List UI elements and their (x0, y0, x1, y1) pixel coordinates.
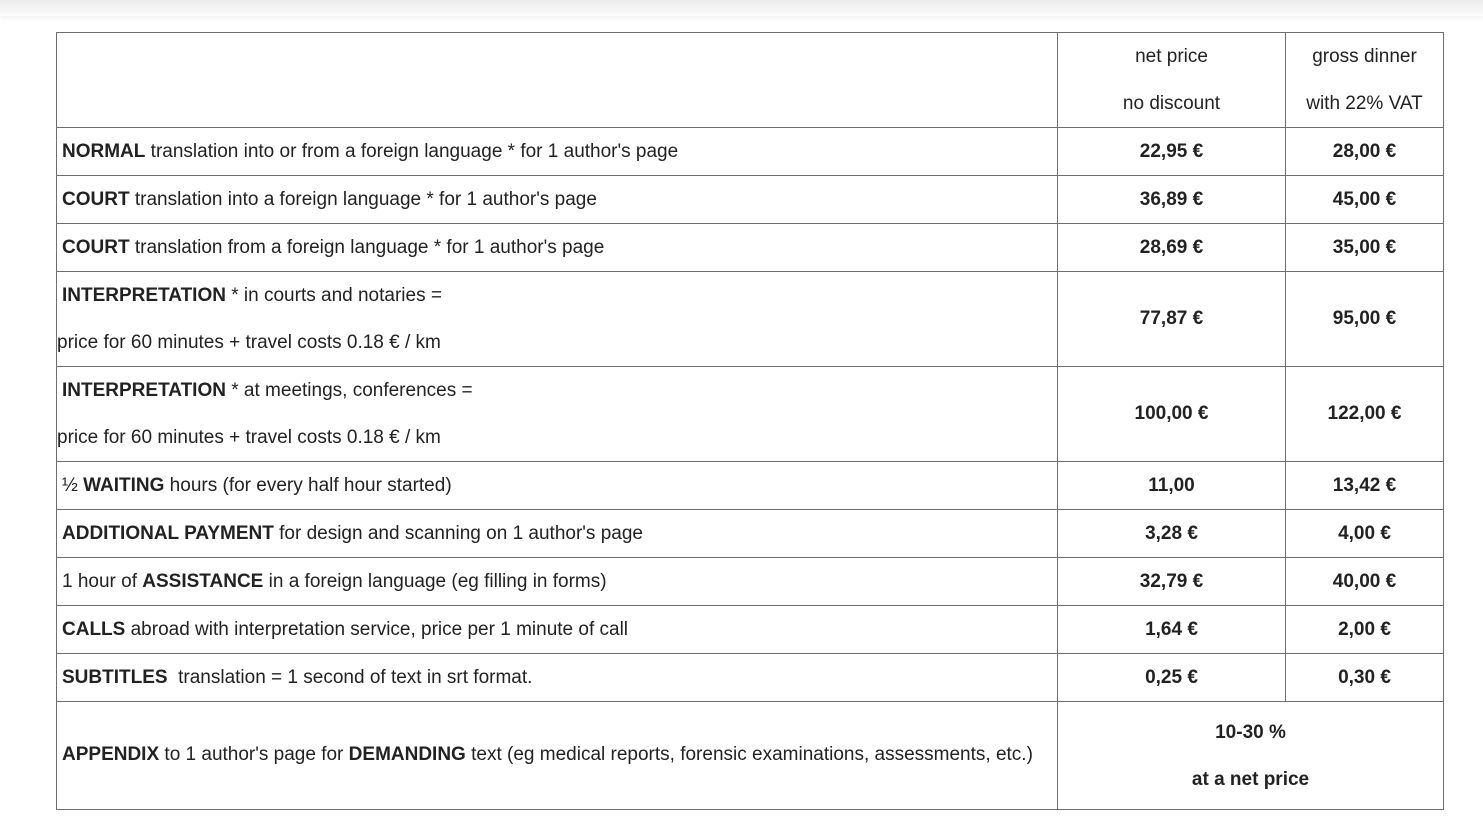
row-description (57, 128, 1058, 176)
row-description (57, 606, 1058, 654)
service-name: ADDITIONAL PAYMENT (62, 522, 274, 544)
service-name: CALLS (62, 618, 126, 640)
table-row (57, 367, 1444, 462)
service-name: SUBTITLES (62, 666, 168, 688)
net-price-value: 36,89 € (1058, 176, 1286, 224)
gross-price-value: 40,00 € (1286, 558, 1444, 606)
table-header-row (57, 33, 1444, 128)
table-row (57, 558, 1444, 606)
service-prefix: 1 hour of (62, 570, 143, 592)
row-description (57, 176, 1058, 224)
net-price-value: 3,28 € (1058, 510, 1286, 558)
service-name: INTERPRETATION (62, 380, 226, 401)
table-row (57, 462, 1444, 510)
net-price-value: 22,95 € (1058, 128, 1286, 176)
table-row (57, 606, 1444, 654)
table-row (57, 510, 1444, 558)
net-price-value: 11,00 (1058, 462, 1286, 510)
service-detail: translation into a foreign language * for 1 author's page (129, 188, 597, 210)
service-name: NORMAL (62, 140, 146, 162)
gross-price-value: 122,00 € (1286, 367, 1444, 462)
table-row (57, 176, 1444, 224)
table-row (57, 272, 1444, 367)
table-row (57, 654, 1444, 702)
service-detail: hours (for every half hour started) (164, 474, 452, 496)
service-detail: abroad with interpretation service, price per 1 minute of call (125, 618, 629, 640)
appendix-name: APPENDIX (62, 743, 160, 765)
net-price-value: 100,00 € (1058, 367, 1286, 462)
net-price-value: 28,69 € (1058, 224, 1286, 272)
price-table (56, 32, 1444, 810)
service-detail: translation = 1 second of text in srt format. (167, 666, 533, 688)
net-price-value: 32,79 € (1058, 558, 1286, 606)
service-detail: translation into or from a foreign language * for 1 author's page (145, 140, 679, 162)
gross-price-value: 13,42 € (1286, 462, 1444, 510)
header-net-price-line1: net price (1135, 46, 1208, 67)
service-detail: * in courts and notaries = (225, 285, 442, 306)
appendix-value (1058, 702, 1444, 810)
service-name: WAITING (83, 474, 165, 496)
header-gross-price (1286, 33, 1444, 128)
service-detail: * at meetings, conferences = (225, 380, 473, 401)
gross-price-value: 35,00 € (1286, 224, 1444, 272)
row-description-line1 (62, 272, 1057, 319)
service-detail: for design and scanning on 1 author's page (273, 522, 643, 544)
appendix-value-line2: at a net price (1191, 768, 1310, 790)
service-prefix: ½ (62, 474, 84, 496)
row-description (57, 224, 1058, 272)
header-gross-price-line2: with 22% VAT (1306, 93, 1423, 114)
appendix-value-line1: 10-30 % (1215, 721, 1286, 743)
appendix-demanding: DEMANDING (348, 743, 466, 765)
header-net-price (1058, 33, 1286, 128)
row-description (57, 367, 1058, 462)
gross-price-value: 45,00 € (1286, 176, 1444, 224)
net-price-value: 0,25 € (1058, 654, 1286, 702)
appendix-detail-rest: text (eg medical reports, forensic examinations, assessments, etc.) (465, 743, 1033, 765)
service-name: INTERPRETATION (62, 285, 226, 306)
header-gross-price-line1: gross dinner (1312, 46, 1417, 67)
row-description (57, 272, 1058, 367)
gross-price-value: 28,00 € (1286, 128, 1444, 176)
header-empty-cell (57, 33, 1058, 128)
service-name: ASSISTANCE (142, 570, 264, 592)
service-detail: in a foreign language (eg filling in forms) (263, 570, 607, 592)
page-top-shadow (0, 0, 1483, 16)
net-price-value: 1,64 € (1058, 606, 1286, 654)
row-description (57, 462, 1058, 510)
gross-price-value: 95,00 € (1286, 272, 1444, 367)
net-price-value: 77,87 € (1058, 272, 1286, 367)
appendix-row (57, 702, 1444, 810)
row-description (57, 654, 1058, 702)
table-row (57, 224, 1444, 272)
service-name: COURT (62, 188, 130, 210)
service-name: COURT (62, 236, 130, 258)
row-description-line2: price for 60 minutes + travel costs 0.18 € / km (57, 332, 441, 353)
row-description (57, 510, 1058, 558)
row-description-line2: price for 60 minutes + travel costs 0.18 € / km (57, 427, 441, 448)
gross-price-value: 4,00 € (1286, 510, 1444, 558)
row-description (57, 558, 1058, 606)
gross-price-value: 2,00 € (1286, 606, 1444, 654)
header-net-price-line2: no discount (1122, 93, 1221, 114)
table-row (57, 128, 1444, 176)
row-description-line1 (62, 367, 1057, 414)
gross-price-value: 0,30 € (1286, 654, 1444, 702)
service-detail: translation from a foreign language * for 1 author's page (129, 236, 605, 258)
appendix-detail: to 1 author's page for (159, 743, 349, 765)
appendix-description (57, 702, 1058, 810)
